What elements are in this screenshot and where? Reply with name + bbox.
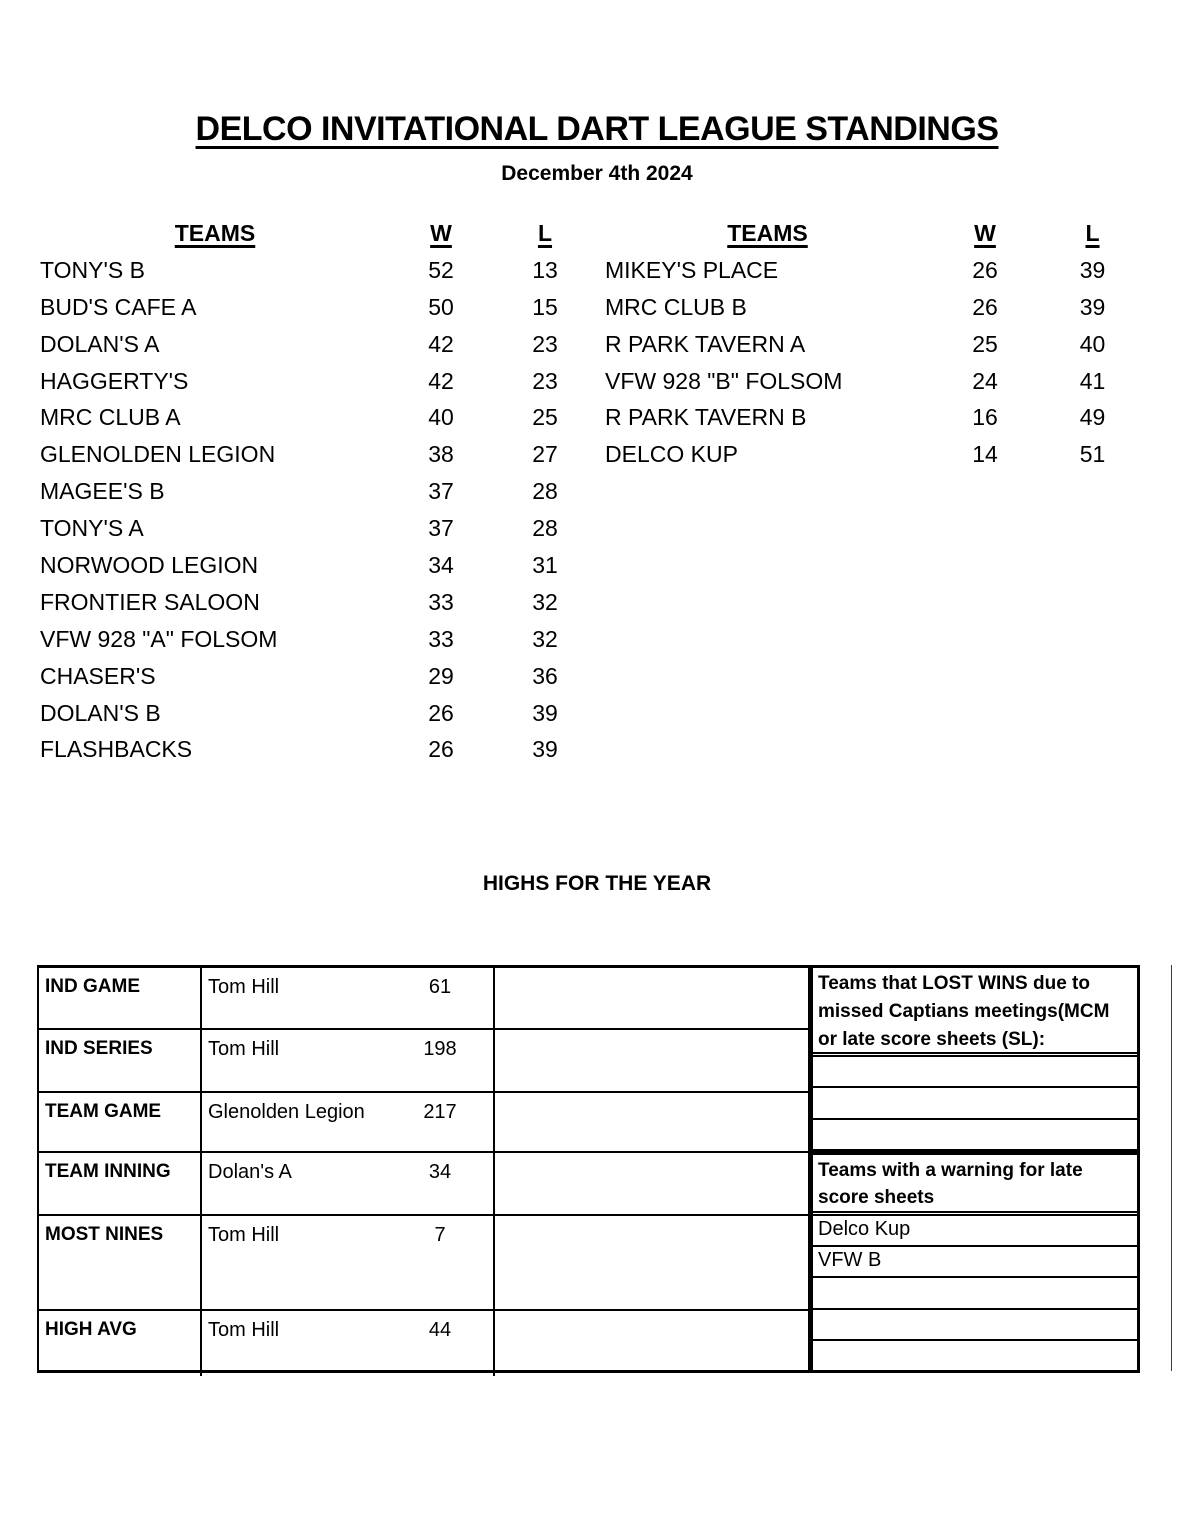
column-header-teams: TEAMS (174, 219, 256, 246)
page-title: DELCO INVITATIONAL DART LEAGUE STANDINGS (195, 110, 999, 148)
losses-value: 49 (1079, 404, 1106, 431)
warning-entry (813, 1278, 1137, 1309)
record-holder: Tom Hill (208, 976, 280, 998)
empty-cell (495, 1153, 812, 1216)
team-name: CHASER'S (40, 662, 156, 689)
wins-value: 26 (428, 699, 454, 726)
wins-value: 40 (428, 404, 454, 431)
standings-table-right (605, 215, 1145, 473)
adjacent-column-border (1171, 965, 1172, 1371)
team-name: MRC CLUB A (40, 404, 181, 431)
empty-cell (495, 1216, 812, 1311)
losses-value: 41 (1079, 367, 1106, 394)
team-name: VFW 928 "B" FOLSOM (605, 367, 843, 394)
team-name: MIKEY'S PLACE (605, 256, 779, 283)
empty-cell (495, 1093, 812, 1153)
highs-category-label: TEAM GAME (39, 1093, 202, 1153)
record-value: 61 (428, 976, 452, 998)
record-value: 44 (428, 1319, 452, 1341)
record-holder: Tom Hill (208, 1224, 280, 1246)
wins-value: 14 (972, 441, 998, 468)
lost-wins-entry (813, 1120, 1137, 1149)
column-header-losses: L (1085, 219, 1100, 246)
highs-category-label: MOST NINES (39, 1216, 202, 1311)
wins-value: 34 (428, 551, 454, 578)
losses-value: 23 (532, 330, 558, 357)
losses-value: 39 (1079, 293, 1106, 320)
warning-box (810, 1152, 1140, 1373)
wins-value: 16 (972, 404, 998, 431)
warning-entry: Delco Kup (813, 1216, 1137, 1247)
team-name: TONY'S A (40, 515, 144, 542)
highs-record-cell (202, 1093, 495, 1153)
empty-cell (495, 1030, 812, 1093)
highs-category-label: IND SERIES (39, 1030, 202, 1093)
wins-value: 38 (428, 441, 454, 468)
standings-table-left (40, 215, 598, 768)
wins-value: 26 (972, 293, 998, 320)
team-name: MAGEE'S B (40, 478, 165, 505)
losses-value: 36 (532, 662, 558, 689)
team-name: TONY'S B (40, 256, 145, 283)
team-name: VFW 928 "A" FOLSOM (40, 625, 278, 652)
warning-entry: VFW B (813, 1247, 1137, 1278)
highs-category-label: TEAM INNING (39, 1153, 202, 1216)
wins-value: 26 (972, 256, 998, 283)
wins-value: 42 (428, 367, 454, 394)
team-name: BUD'S CAFE A (40, 293, 197, 320)
lost-wins-entry (813, 1057, 1137, 1088)
highs-record-cell (202, 1216, 495, 1311)
team-name: R PARK TAVERN B (605, 404, 807, 431)
lost-wins-box (810, 965, 1140, 1152)
record-value: 217 (423, 1101, 457, 1123)
team-name: NORWOOD LEGION (40, 551, 259, 578)
header-line: Teams with a warning for late (818, 1160, 1083, 1181)
losses-value: 32 (532, 625, 558, 652)
record-value: 34 (428, 1161, 452, 1183)
highs-record-cell (202, 968, 495, 1030)
losses-value: 40 (1079, 330, 1106, 357)
team-name: DELCO KUP (605, 441, 738, 468)
column-header-teams: TEAMS (727, 219, 808, 246)
losses-value: 28 (532, 515, 558, 542)
warning-box-header (813, 1155, 1137, 1216)
losses-value: 39 (532, 736, 558, 763)
wins-value: 29 (428, 662, 454, 689)
team-name: HAGGERTY'S (40, 367, 189, 394)
highs-record-cell (202, 1030, 495, 1093)
title-block (16, 110, 1178, 186)
warning-entry (813, 1310, 1137, 1341)
column-header-wins: W (430, 219, 452, 246)
team-name: R PARK TAVERN A (605, 330, 806, 357)
losses-value: 28 (532, 478, 558, 505)
losses-value: 25 (532, 404, 558, 431)
wins-value: 26 (428, 736, 454, 763)
team-name: DOLAN'S A (40, 330, 160, 357)
losses-value: 23 (532, 367, 558, 394)
losses-value: 31 (532, 551, 558, 578)
highs-record-cell (202, 1311, 495, 1376)
highs-record-cell (202, 1153, 495, 1216)
losses-value: 27 (532, 441, 558, 468)
wins-value: 37 (428, 515, 454, 542)
team-name: GLENOLDEN LEGION (40, 441, 276, 468)
team-name: DOLAN'S B (40, 699, 161, 726)
losses-value: 39 (532, 699, 558, 726)
team-name: FLASHBACKS (40, 736, 193, 763)
record-holder: Glenolden Legion (208, 1101, 365, 1123)
record-holder: Dolan's A (208, 1161, 292, 1183)
header-line: missed Captians meetings(MCM (818, 1001, 1110, 1022)
header-line: score sheets (818, 1187, 935, 1208)
record-value: 198 (423, 1038, 457, 1060)
highs-category-label: IND GAME (39, 968, 202, 1030)
highs-table (37, 965, 810, 1373)
wins-value: 50 (428, 293, 454, 320)
record-holder: Tom Hill (208, 1319, 280, 1341)
losses-value: 51 (1079, 441, 1106, 468)
wins-value: 25 (972, 330, 998, 357)
wins-value: 33 (428, 625, 454, 652)
losses-value: 32 (532, 588, 558, 615)
wins-value: 24 (972, 367, 998, 394)
team-name: MRC CLUB B (605, 293, 747, 320)
warning-entry (813, 1341, 1137, 1370)
date-subtitle: December 4th 2024 (501, 162, 693, 185)
highs-section-title: HIGHS FOR THE YEAR (482, 872, 712, 895)
empty-cell (495, 1311, 812, 1376)
empty-cell (495, 968, 812, 1030)
lost-wins-entry (813, 1088, 1137, 1119)
column-header-wins: W (974, 219, 996, 246)
losses-value: 15 (532, 293, 558, 320)
wins-value: 37 (428, 478, 454, 505)
record-holder: Tom Hill (208, 1038, 280, 1060)
record-value: 7 (434, 1224, 446, 1246)
header-line: or late score sheets (SL): (818, 1029, 1046, 1050)
team-name: FRONTIER SALOON (40, 588, 260, 615)
wins-value: 52 (428, 256, 454, 283)
column-header-losses: L (537, 219, 553, 246)
lost-wins-box-header (813, 968, 1137, 1057)
highs-category-label: HIGH AVG (39, 1311, 202, 1376)
wins-value: 42 (428, 330, 454, 357)
header-line: Teams that LOST WINS due to (818, 973, 1090, 994)
losses-value: 39 (1079, 256, 1106, 283)
wins-value: 33 (428, 588, 454, 615)
losses-value: 13 (532, 256, 558, 283)
